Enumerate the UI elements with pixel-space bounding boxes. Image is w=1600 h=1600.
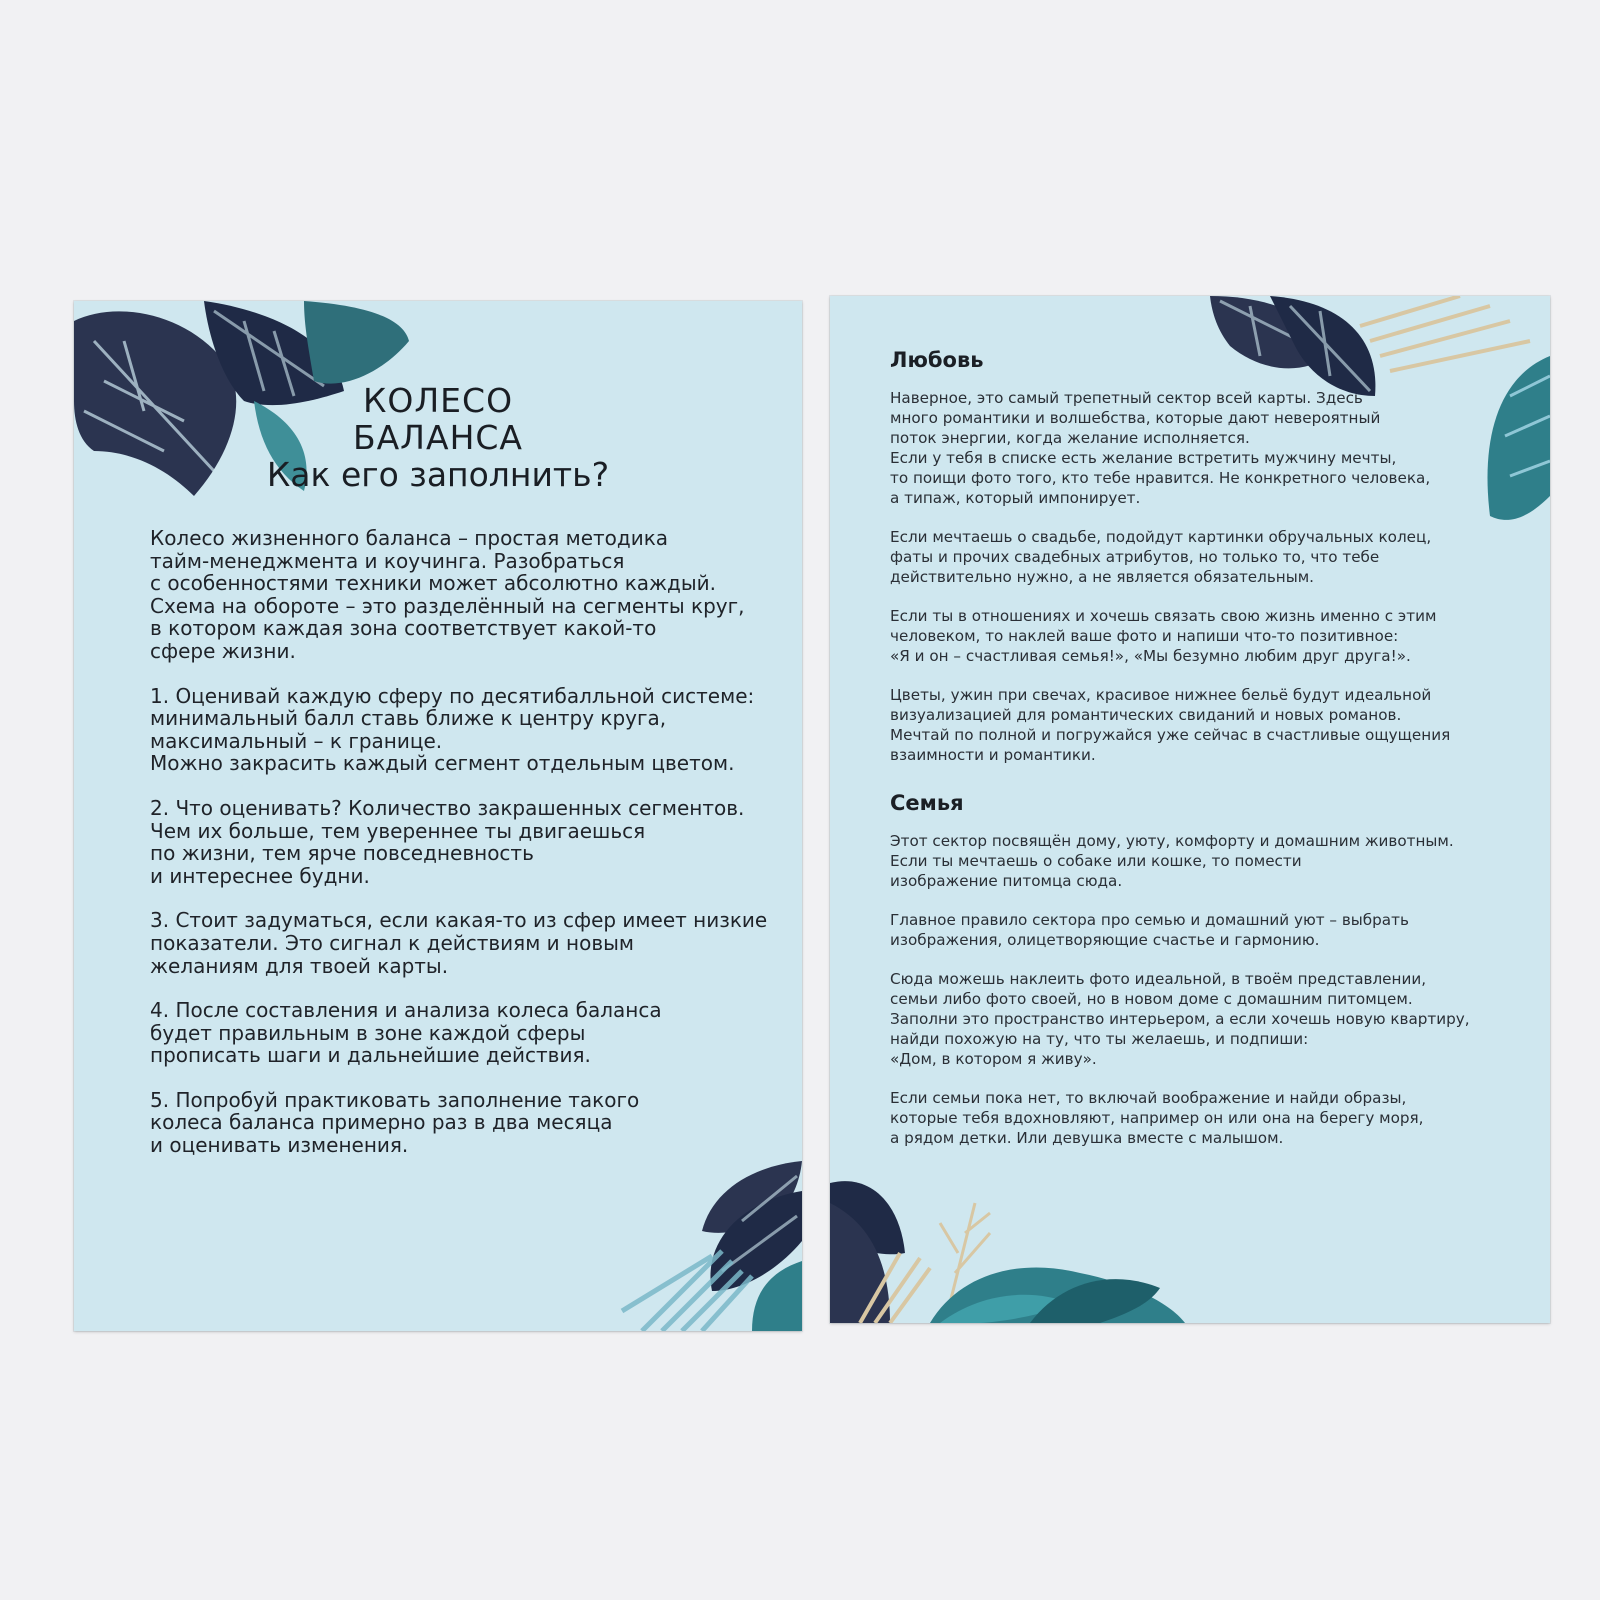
gold-fern-icon: [830, 1163, 1200, 1323]
instructions-text: [150, 527, 770, 1179]
family-paragraph: Сюда можешь наклеить фото идеальной, в твоём представлении, семьи либо фото своей, но в новом доме с домашним питомцем. Заполни это пространство интерьером, а если хочешь новую квартиру, найди похожую на ту, что ты желаешь, и подпиши: «Дом, в котором я живу».: [890, 970, 1470, 1068]
love-paragraph: Если мечтаешь о свадьбе, подойдут картинки обручальных колец, фаты и прочих свадебных атрибутов, но только то, что тебе действительно нужно, а не является обязательным.: [890, 528, 1432, 586]
step-paragraph: 1. Оценивай каждую сферу по десятибалльной системе: минимальный балл ставь ближе к центру круга, максимальный – к границе. Можно закрасить каждый сегмент отдельным цветом.: [150, 683, 755, 776]
step-paragraph: 5. Попробуй практиковать заполнение такого колеса баланса примерно раз в два месяца и оценивать изменения.: [150, 1087, 640, 1158]
section-heading-love: Любовь: [890, 348, 984, 372]
title-line: БАЛАНСА: [352, 417, 524, 457]
family-paragraph: Главное правило сектора про семью и домашний уют – выбрать изображения, олицетворяющие счастье и гармонию.: [890, 911, 1409, 949]
family-paragraph: Этот сектор посвящён дому, уюту, комфорту и домашним животным. Если ты мечтаешь о собаке или кошке, то помести изображение питомца сюда.: [890, 832, 1454, 890]
step-paragraph: 3. Стоит задуматься, если какая-то из сфер имеет низкие показатели. Это сигнал к действиям и новым желаниям для твоей карты.: [150, 908, 768, 978]
palm-leaf-icon: [602, 1161, 802, 1331]
title-line: КОЛЕСО: [362, 381, 514, 420]
left-sheet: [74, 301, 802, 1331]
love-paragraph: Наверное, это самый трепетный сектор всей карты. Здесь много романтики и волшебства, которые дают невероятный поток энергии, когда желание исполняется. Если у тебя в списке есть желание встретить мужчину мечты, то поищи фото того, кто тебе нравится. Не конкретного человека, а типаж, который импонирует.: [890, 389, 1431, 507]
intro-paragraph: Колесо жизненного баланса – простая методика тайм-менеджмента и коучинга. Разобраться с особенностями техники может абсолютно каждый. Схема на обороте – это разделённый на сегменты круг, в котором каждая зона соответствует какой-то сфере жизни.: [150, 526, 745, 663]
right-sheet: [830, 296, 1550, 1323]
love-paragraph: Если ты в отношениях и хочешь связать свою жизнь именно с этим человеком, то наклей ваше фото и напиши что-то позитивное: «Я и он – счастливая семья!», «Мы безумно любим друг друга!».: [890, 607, 1437, 665]
love-paragraph: Цветы, ужин при свечах, красивое нижнее бельё будут идеальной визуализацией для романтических свиданий и новых романов. Мечтай по полной и погружайся уже сейчас в счастливые ощущения взаимности и романтики.: [890, 686, 1451, 764]
step-paragraph: 2. Что оценивать? Количество закрашенных сегментов. Чем их больше, тем увереннее ты двигаешься по жизни, тем ярче повседневность и интереснее будни.: [150, 795, 745, 888]
title-subtitle: Как его заполнить?: [266, 454, 610, 494]
section-heading-family: Семья: [890, 791, 964, 815]
family-paragraph: Если семьи пока нет, то включай воображение и найди образы, которые тебя вдохновляют, например он или она на берегу моря, а рядом детки. Или девушка вместе с малышом.: [890, 1089, 1424, 1147]
content-text: [890, 348, 1530, 1167]
step-paragraph: 4. После составления и анализа колеса баланса будет правильным в зоне каждой сферы прописать шаги и дальнейшие действия.: [150, 998, 662, 1068]
page-title: [74, 383, 802, 494]
